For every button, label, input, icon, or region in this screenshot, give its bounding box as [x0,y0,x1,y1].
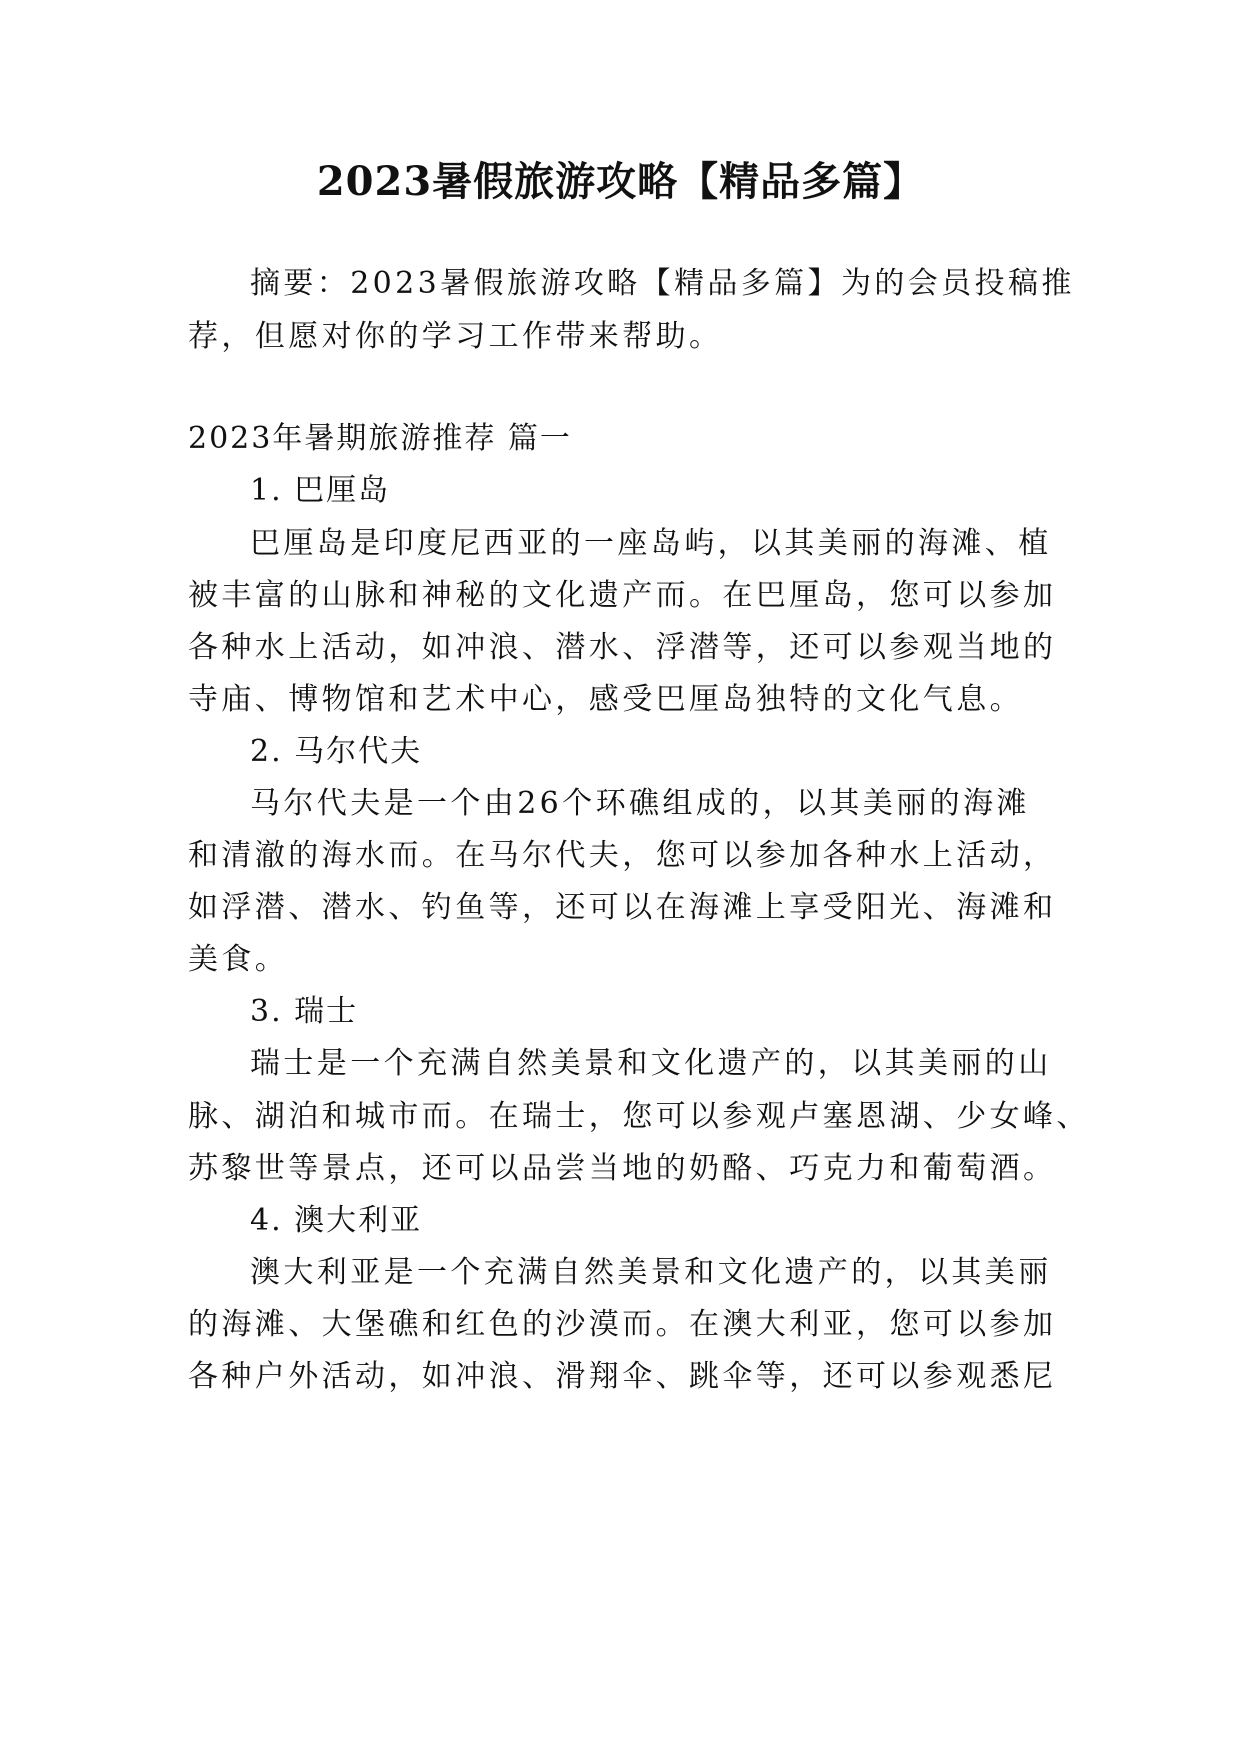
paragraph-line: 马尔代夫是一个由26个环礁组成的，以其美丽的海滩 [250,786,1030,821]
paragraph-line: 各种户外活动，如冲浪、滑翔伞、跳伞等，还可以参观悉尼 [188,1359,1057,1394]
paragraph-line: 苏黎世等景点，还可以品尝当地的奶酪、巧克力和葡萄酒。 [188,1151,1057,1186]
paragraph-line: 澳大利亚是一个充满自然美景和文化遗产的，以其美丽 [250,1255,1052,1290]
paragraph-line: 和清澈的海水而。在马尔代夫，您可以参加各种水上活动， [188,838,1057,873]
document-title: 2023暑假旅游攻略【精品多篇】 [316,158,925,205]
item-heading: 1. 巴厘岛 [250,473,391,508]
paragraph-line: 巴厘岛是印度尼西亚的一座岛屿，以其美丽的海滩、植 [250,526,1052,561]
paragraph-line: 美食。 [188,942,289,977]
paragraph-line: 如浮潜、潜水、钓鱼等，还可以在海滩上享受阳光、海滩和 [188,890,1057,925]
abstract-line: 摘要：2023暑假旅游攻略【精品多篇】为的会员投稿推 [250,266,1075,301]
section-heading: 2023年暑期旅游推荐 篇一 [188,421,572,456]
paragraph-line: 瑞士是一个充满自然美景和文化遗产的，以其美丽的山 [250,1046,1052,1081]
paragraph-line: 被丰富的山脉和神秘的文化遗产而。在巴厘岛，您可以参加 [188,578,1057,613]
item-heading: 3. 瑞士 [250,994,359,1029]
item-heading: 2. 马尔代夫 [250,734,423,769]
paragraph-line: 寺庙、博物馆和艺术中心，感受巴厘岛独特的文化气息。 [188,682,1023,717]
paragraph-line: 的海滩、大堡礁和红色的沙漠而。在澳大利亚，您可以参加 [188,1307,1057,1342]
paragraph-line: 脉、湖泊和城市而。在瑞士，您可以参观卢塞恩湖、少女峰、 [188,1099,1090,1134]
item-heading: 4. 澳大利亚 [250,1203,423,1238]
paragraph-line: 各种水上活动，如冲浪、潜水、浮潜等，还可以参观当地的 [188,630,1057,665]
abstract-line: 荐，但愿对你的学习工作带来帮助。 [188,319,723,354]
